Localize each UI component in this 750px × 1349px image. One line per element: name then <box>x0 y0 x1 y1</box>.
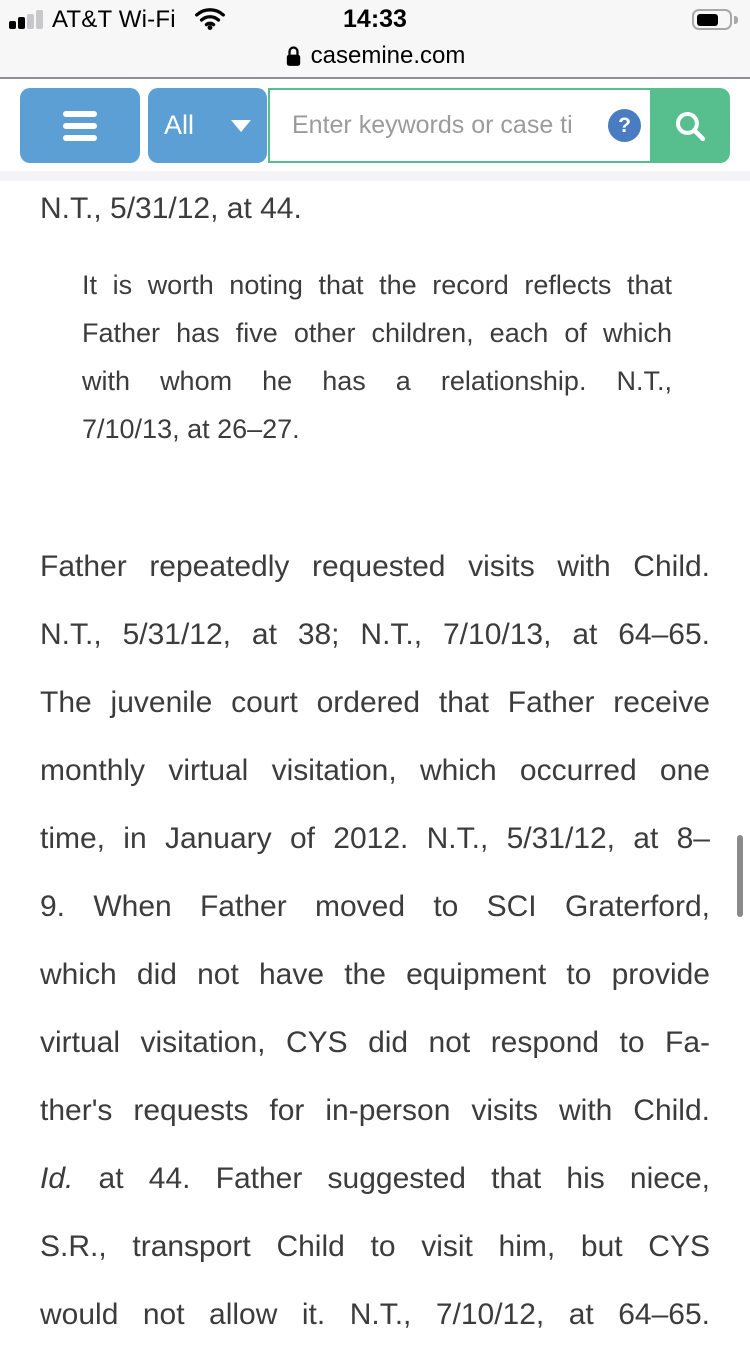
search-button[interactable] <box>650 88 730 163</box>
document-body <box>0 181 750 1349</box>
battery-tip <box>734 16 738 24</box>
filter-label: All <box>164 110 195 140</box>
document-paragraph <box>40 533 710 1349</box>
filter-dropdown[interactable] <box>148 88 267 163</box>
search-group <box>268 88 730 163</box>
hamburger-icon <box>63 111 97 141</box>
battery-icon <box>692 9 732 30</box>
text-line: which did not have the equipment to provide <box>40 958 710 991</box>
text-line: virtual visitation, CYS did not respond to Fa- <box>40 1026 710 1059</box>
document-citation: N.T., 5/31/12, at 44. <box>40 192 302 225</box>
carrier-label: AT&T Wi-Fi <box>52 6 176 33</box>
text-line: S.R., transport Child to visit him, but CYS <box>40 1230 710 1263</box>
text-line: with whom he has a relationship. N.T., <box>82 366 672 396</box>
url-bar[interactable] <box>0 40 750 72</box>
document-blockquote <box>82 261 672 453</box>
text-line: Father repeatedly requested visits with Child. <box>40 550 710 583</box>
search-input[interactable] <box>270 90 650 161</box>
text-line: time, in January of 2012. N.T., 5/31/12, at 8– <box>40 822 710 855</box>
chevron-down-icon <box>231 120 251 132</box>
text-line: 9. When Father moved to SCI Graterford, <box>40 890 710 923</box>
status-bar <box>0 0 750 77</box>
scrollbar-thumb[interactable] <box>737 835 743 917</box>
search-header <box>0 79 750 171</box>
lock-icon <box>285 45 302 68</box>
text-line: ther's requests for in-person visits with Child. <box>40 1094 710 1127</box>
status-time: 14:33 <box>343 5 407 33</box>
help-button[interactable]: ? <box>608 109 641 142</box>
text-line: It is worth noting that the record reflects that <box>82 270 672 300</box>
text-line: The juvenile court ordered that Father receive <box>40 686 710 719</box>
menu-button[interactable] <box>20 88 140 163</box>
text-line: would not allow it. N.T., 7/10/12, at 64–65. <box>40 1298 710 1331</box>
text-line: Id. at 44. Father suggested that his niece, <box>40 1162 710 1195</box>
url-domain: casemine.com <box>310 42 466 69</box>
search-icon <box>672 108 708 144</box>
text-line: Father has five other children, each of which <box>82 318 672 348</box>
text-line: monthly virtual visitation, which occurred one <box>40 754 710 787</box>
text-line: 7/10/13, at 26–27. <box>82 414 300 444</box>
header-bottom-band <box>0 171 750 181</box>
text-line: N.T., 5/31/12, at 38; N.T., 7/10/13, at 64–65. <box>40 618 710 651</box>
